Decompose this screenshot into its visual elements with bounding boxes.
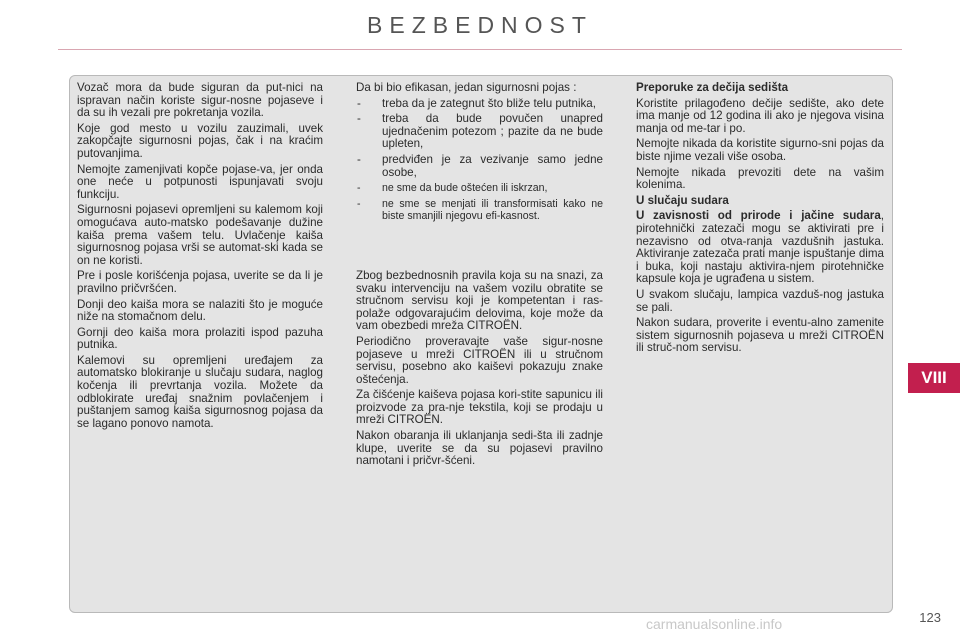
paragraph (636, 210, 884, 286)
lead-rest: , pirotehnički zatezači mogu se aktivirati pre i nezavisno od otva-ranja vazdušnih jastuka. Aktiviranje zatezača prati manje ispuštanje dima i buka, koji nastaju aktivira-njem pirotehničke kapsule koja je ugrađena u sistem. (636, 209, 884, 286)
paragraph: Nakon sudara, proverite i eventu-alno zamenite sistem sigurnosnih pojaseva u mreži CITROËN ili struč-nom servisu. (636, 316, 884, 355)
page-title: BEZBEDNOST (367, 12, 593, 38)
dash-marker: - (357, 152, 361, 166)
dash-marker: - (357, 182, 361, 195)
dash-marker: - (357, 197, 361, 210)
paragraph: Za čišćenje kaiševa pojasa kori-stite sapunicu ili proizvode za pra-nje tekstila, koji se prodaju u mreži CITROËN. (356, 388, 603, 427)
paragraph: Pre i posle korišćenja pojasa, uverite se da li je pravilno pričvršćen. (77, 269, 323, 295)
list-item (356, 113, 603, 151)
section-heading: U slučaju sudara (636, 193, 729, 207)
paragraph: Sigurnosni pojasevi opremljeni su kalemom koji omogućava auto-matsko podešavanje dužine kaiša prema vašem telu. Uvlačenje kaiša sigurnosnog pojasa vrši se automat-ski kada se on ne koristi. (77, 203, 323, 267)
page-number: 123 (919, 610, 941, 625)
paragraph: U svakom slučaju, lampica vazduš-nog jastuka se pali. (636, 287, 884, 314)
list-item-text: ne sme se menjati ili transformisati kako ne biste smanjili njegovu efi-kasnost. (382, 197, 603, 223)
column-left (77, 82, 323, 433)
paragraph: Periodično proveravajte vaše sigur-nosne pojaseve u mreži CITROËN ili u stručnom servisu, posebno ako kaiševi pokazuju znake oštećenja. (356, 334, 603, 386)
requirements-list (356, 98, 603, 223)
list-item-text: treba da je zategnut što bliže telu putnika, (382, 96, 596, 110)
section-heading: Preporuke za dečija sedišta (636, 81, 789, 94)
bold-lead: U zavisnosti od prirode i jačine sudara (636, 209, 881, 223)
dash-marker: - (357, 112, 361, 126)
list-item (356, 182, 603, 195)
watermark: carmanualsonline.info (646, 616, 783, 632)
paragraph: Nemojte nikada da koristite sigurno-sni pojas da biste njime vezali više osoba. (636, 137, 884, 163)
paragraph: Zbog bezbednosnih pravila koja su na snazi, za svaku intervenciju na vašem vozilu obratite se stručnom servisu koji je kompetentan i ras-polaže odgovarajućim delovima, koje može da vam obezbedi mreža CITROËN. (356, 268, 603, 333)
list-item (356, 198, 603, 223)
intro-paragraph: Da bi bio efikasan, jedan sigurnosni pojas : (356, 81, 577, 94)
column-middle (356, 82, 603, 471)
title-divider (58, 49, 902, 50)
spacer (356, 226, 603, 270)
paragraph: Nemojte zamenjivati kopče pojase-va, jer onda one neće u potpunosti ispunjavati svoju funkciju. (77, 162, 323, 201)
paragraph: Vozač mora da bude siguran da put-nici na ispravan način koriste sigur-nosne pojaseve i da su ih vezali pre pokretanja vozila. (77, 81, 323, 120)
list-item (356, 154, 603, 179)
list-item-text: predviđen je za vezivanje samo jedne osobe, (382, 152, 603, 179)
list-item-text: ne sme da bude oštećen ili iskrzan, (382, 182, 548, 195)
dash-marker: - (357, 96, 361, 110)
paragraph: Donji deo kaiša mora se nalaziti što je moguće niže na stomačnom delu. (77, 297, 323, 324)
list-item-text: treba da bude povučen unapred ujednačenim potezom ; pazite da ne bude upleten, (382, 112, 603, 151)
paragraph: Nemojte nikada prevoziti dete na vašim kolenima. (636, 165, 884, 192)
paragraph: Koristite prilagođeno dečije sedište, ako dete ima manje od 12 godina ili ako je njegova visina manja od me-tar i po. (636, 96, 884, 135)
list-item (356, 98, 603, 111)
chapter-tab: VIII (908, 363, 960, 393)
column-right (636, 82, 884, 358)
paragraph: Gornji deo kaiša mora prolaziti ispod pazuha putnika. (77, 325, 323, 352)
paragraph: Koje god mesto u vozilu zauzimali, uvek zakopčajte sigurnosni pojas, čak i na kraćim putovanjima. (77, 121, 323, 160)
paragraph: Nakon obaranja ili uklanjanja sedi-šta ili zadnje klupe, uverite se da su pojasevi pravilno namotani i pričvr-šćeni. (356, 429, 603, 468)
paragraph: Kalemovi su opremljeni uređajem za automatsko blokiranje u slučaju sudara, naglog kočenja ili prevrtanja vozila. Možete da odblokirate uređaj snažnim povlačenjem i puštanjem samog kaiša sigurnosnog pojasa da se lagano ponovo namota. (77, 353, 323, 430)
